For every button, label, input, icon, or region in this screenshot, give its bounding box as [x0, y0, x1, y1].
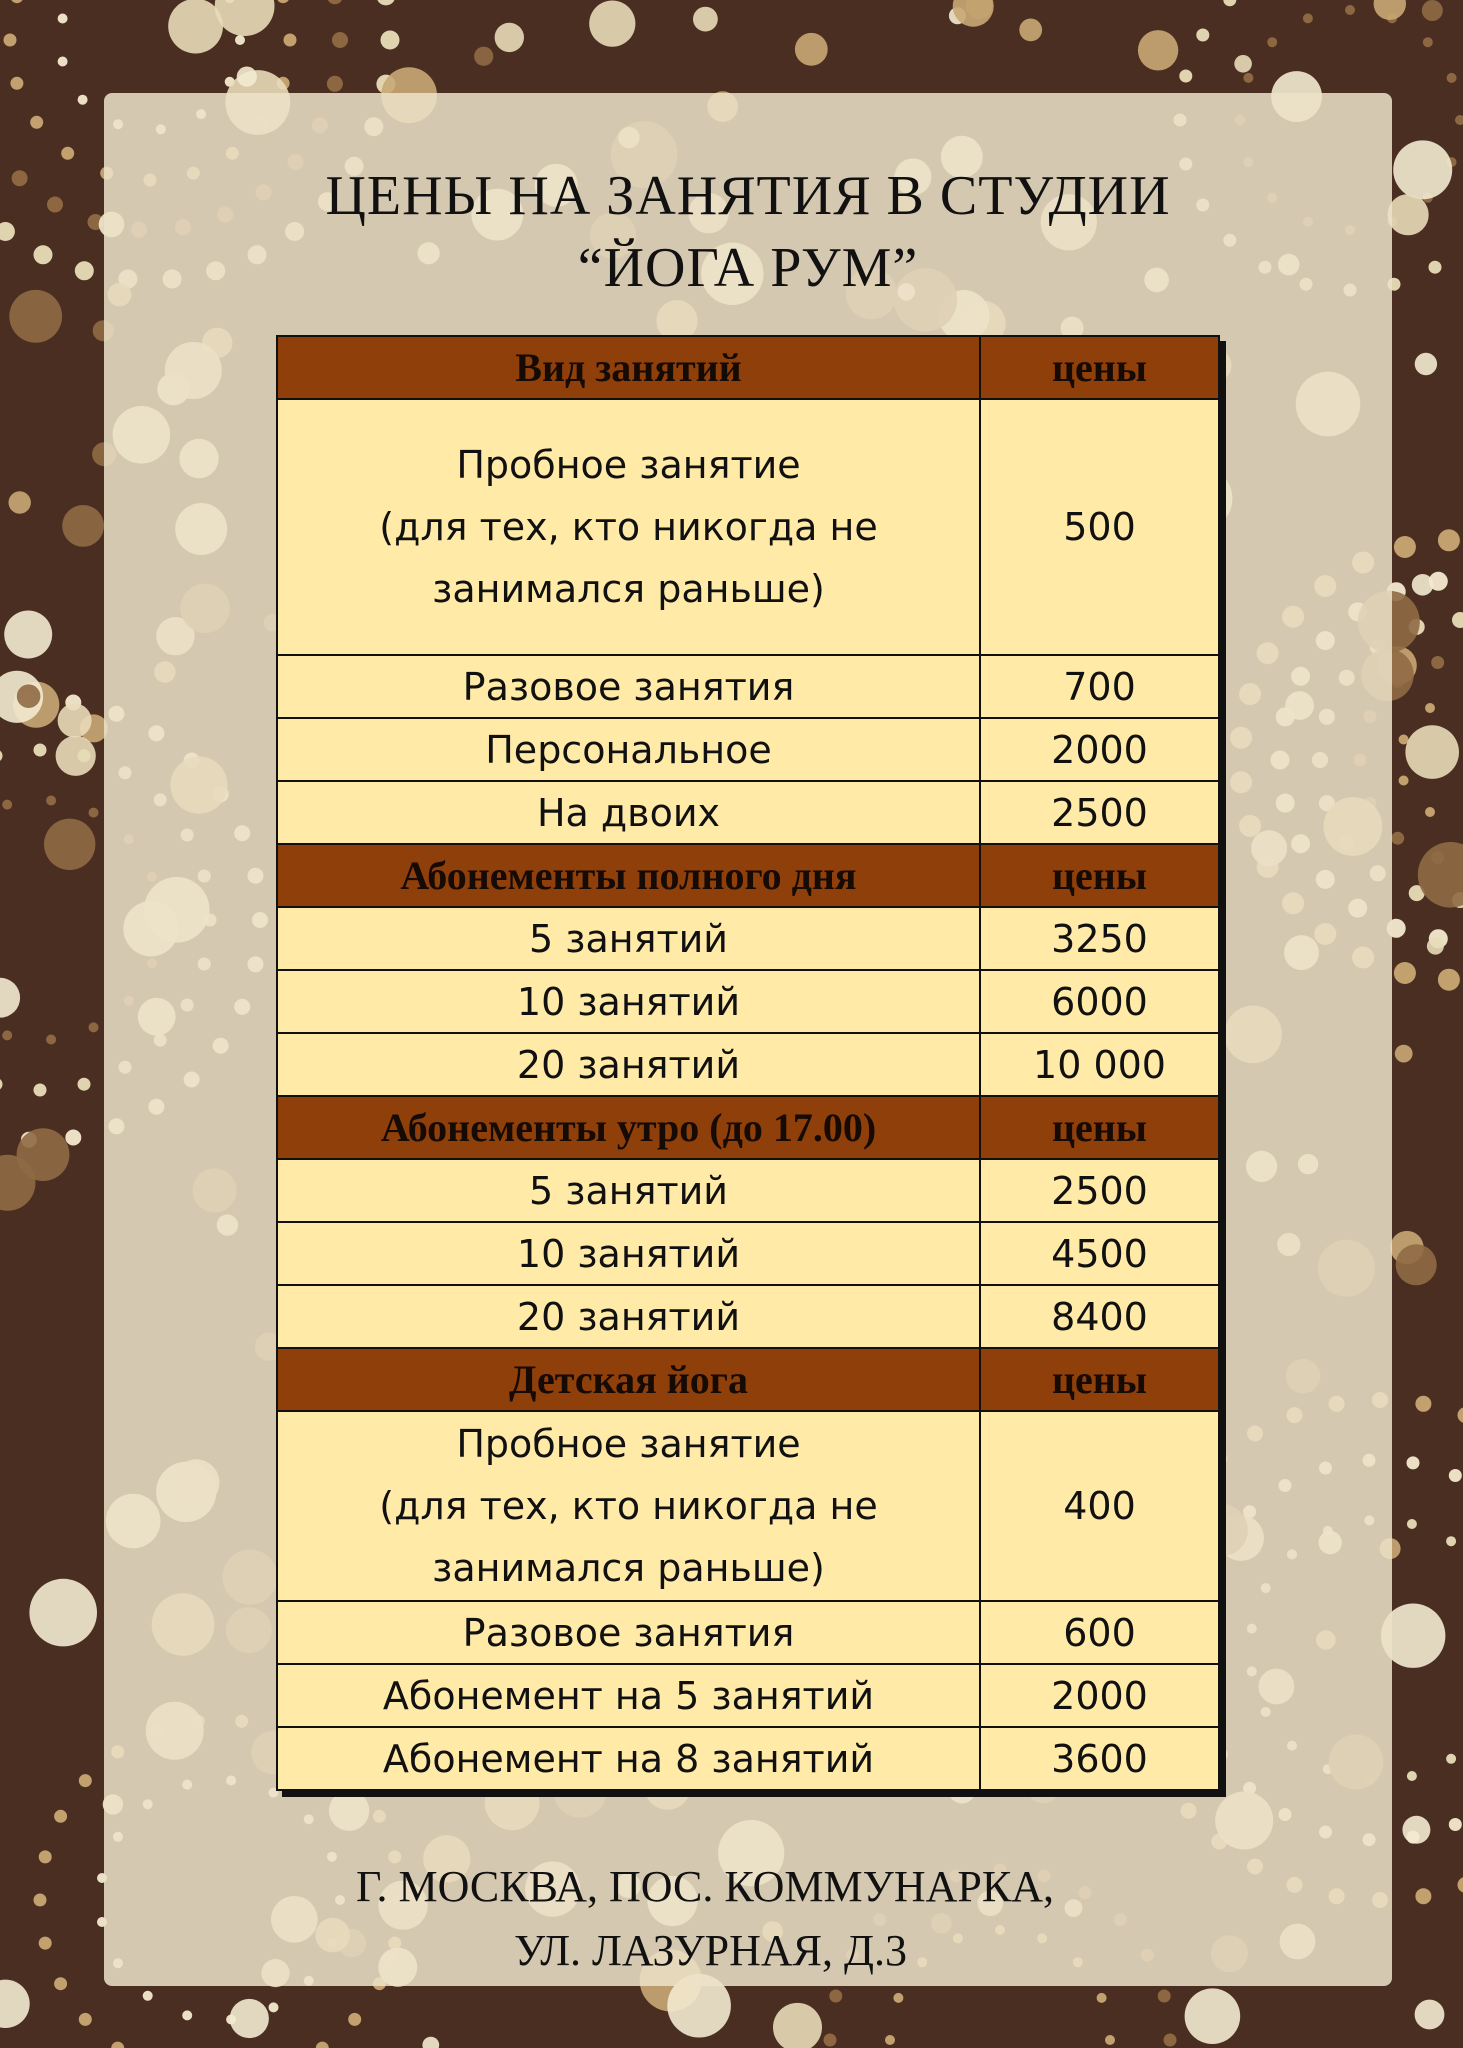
- row-price: 6000: [980, 970, 1219, 1033]
- price-heading: цены: [980, 336, 1219, 399]
- row-label: 10 занятий: [277, 1222, 980, 1285]
- table-row: [277, 1727, 1219, 1790]
- row-price: 4500: [980, 1222, 1219, 1285]
- section-heading: Абонементы полного дня: [277, 844, 980, 907]
- address-line-2: УЛ. ЛАЗУРНАЯ, Д.3: [514, 1926, 908, 1975]
- row-price: 2500: [980, 781, 1219, 844]
- table-row: [277, 1222, 1219, 1285]
- row-label-line: занимался раньше): [432, 1546, 825, 1590]
- row-price: 3600: [980, 1727, 1219, 1790]
- row-label-line: Пробное занятие: [456, 443, 801, 487]
- address-line-1: Г. МОСКВА, ПОС. КОММУНАРКА,: [356, 1862, 1054, 1911]
- row-label: 20 занятий: [277, 1033, 980, 1096]
- row-label: На двоих: [277, 781, 980, 844]
- section-header-morning: [277, 1096, 1219, 1159]
- table-row: [277, 970, 1219, 1033]
- row-price: 600: [980, 1601, 1219, 1664]
- table-row: [277, 399, 1219, 655]
- row-label-line: занимался раньше): [432, 567, 825, 611]
- section-heading: Вид занятий: [277, 336, 980, 399]
- row-label: Разовое занятия: [277, 1601, 980, 1664]
- table-row: [277, 655, 1219, 718]
- table-row: [277, 781, 1219, 844]
- section-heading: Детская йога: [277, 1348, 980, 1411]
- title-line-2: “ЙОГА РУМ”: [577, 237, 919, 299]
- row-price: 3250: [980, 907, 1219, 970]
- price-heading: цены: [980, 1348, 1219, 1411]
- price-heading: цены: [980, 1096, 1219, 1159]
- row-label: 5 занятий: [277, 1159, 980, 1222]
- row-price: 2500: [980, 1159, 1219, 1222]
- row-label-line: (для тех, кто никогда не: [379, 505, 878, 549]
- row-label: Персональное: [277, 718, 980, 781]
- price-heading: цены: [980, 844, 1219, 907]
- section-header-full-day: [277, 844, 1219, 907]
- row-price: 2000: [980, 718, 1219, 781]
- page-title: [104, 160, 1392, 304]
- row-price: 8400: [980, 1285, 1219, 1348]
- table-row: [277, 1159, 1219, 1222]
- price-table: [276, 335, 1220, 1791]
- row-price: 500: [980, 399, 1219, 655]
- table-row: [277, 1601, 1219, 1664]
- row-price: 700: [980, 655, 1219, 718]
- row-price: 400: [980, 1411, 1219, 1601]
- row-label: Разовое занятия: [277, 655, 980, 718]
- row-label: [277, 399, 980, 655]
- section-header-classes: [277, 336, 1219, 399]
- row-label: 10 занятий: [277, 970, 980, 1033]
- table-row: [277, 718, 1219, 781]
- section-heading: Абонементы утро (до 17.00): [277, 1096, 980, 1159]
- title-line-1: ЦЕНЫ НА ЗАНЯТИЯ В СТУДИИ: [325, 165, 1171, 227]
- row-label-line: (для тех, кто никогда не: [379, 1484, 878, 1528]
- row-price: 2000: [980, 1664, 1219, 1727]
- table-row: [277, 1664, 1219, 1727]
- row-label: Абонемент на 8 занятий: [277, 1727, 980, 1790]
- table-row: [277, 1285, 1219, 1348]
- table-row: [277, 907, 1219, 970]
- row-label: Абонемент на 5 занятий: [277, 1664, 980, 1727]
- table-row: [277, 1411, 1219, 1601]
- row-label: [277, 1411, 980, 1601]
- row-label-line: Пробное занятие: [456, 1422, 801, 1466]
- row-label: 5 занятий: [277, 907, 980, 970]
- row-label: 20 занятий: [277, 1285, 980, 1348]
- section-header-kids: [277, 1348, 1219, 1411]
- row-price: 10 000: [980, 1033, 1219, 1096]
- table-row: [277, 1033, 1219, 1096]
